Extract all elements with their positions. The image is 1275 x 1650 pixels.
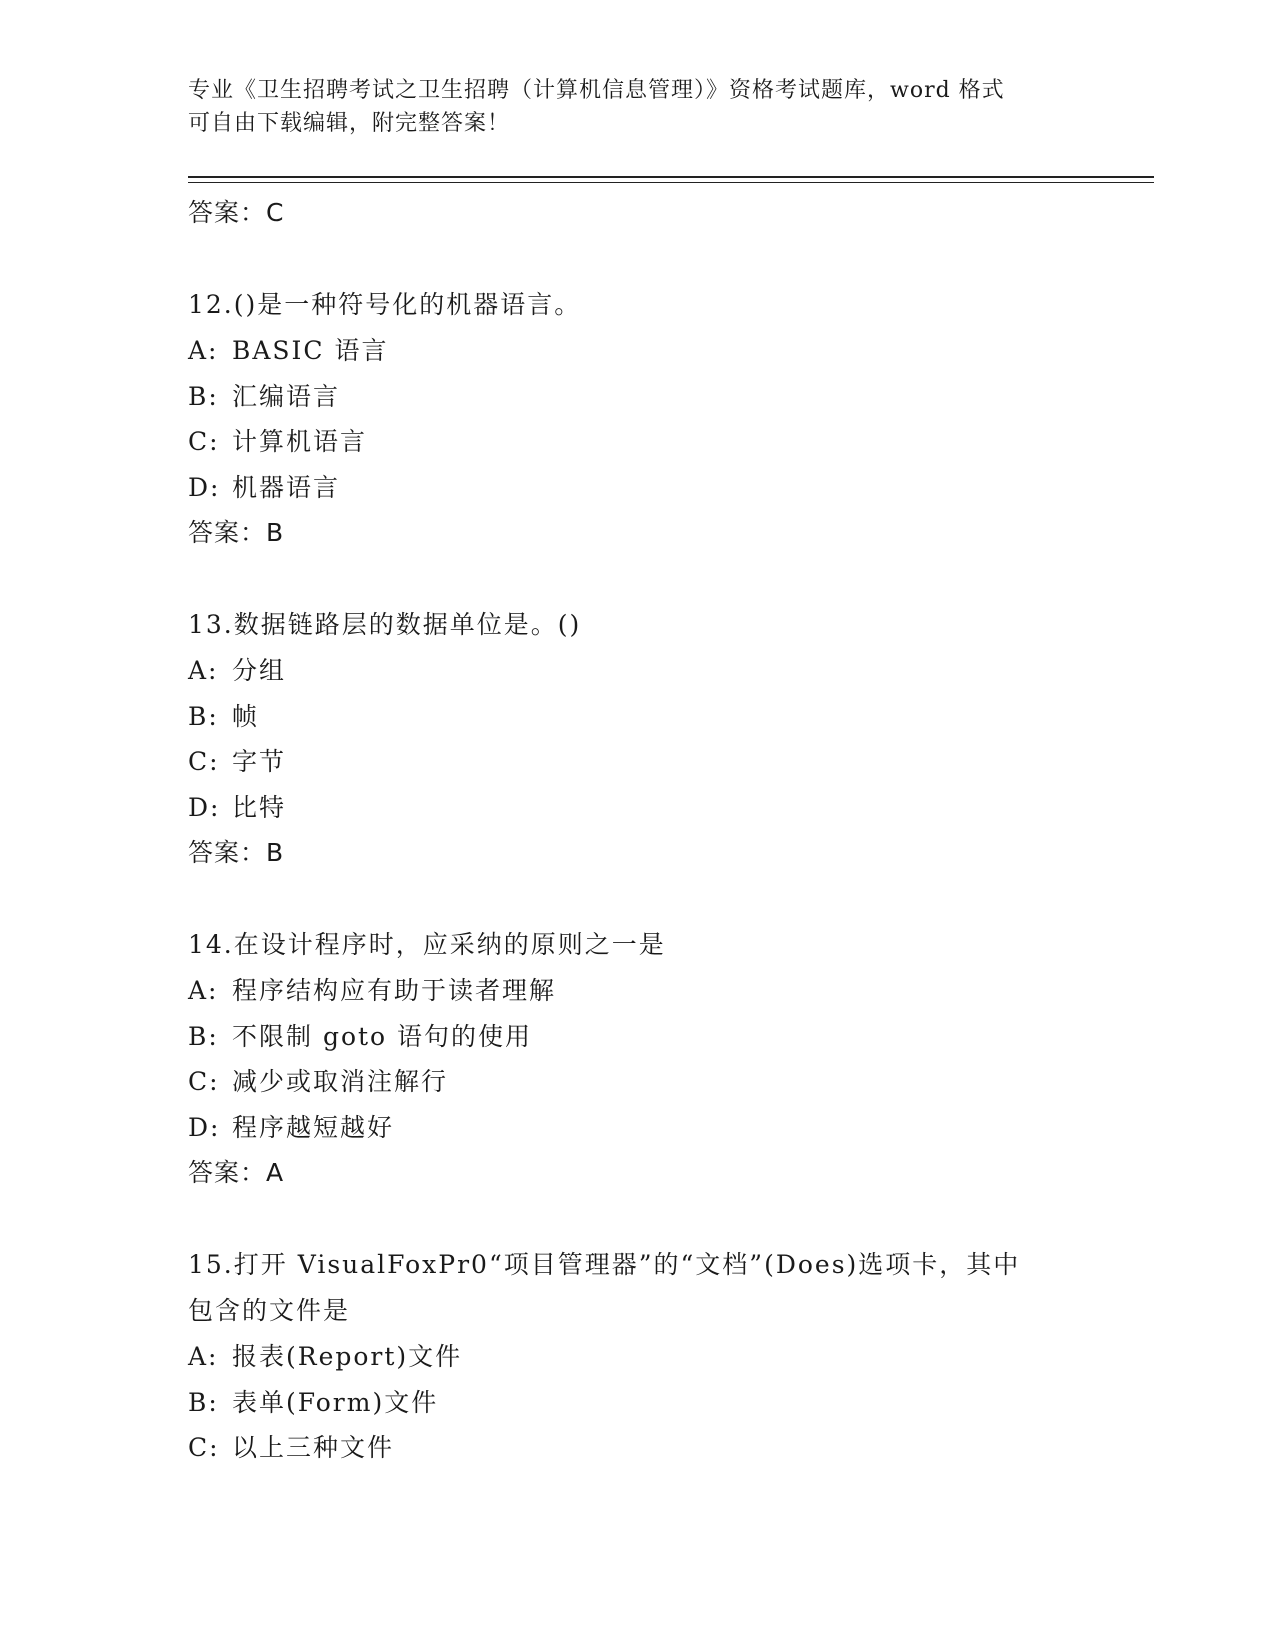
header-divider-thin: [188, 182, 1154, 183]
option-d: [188, 465, 1108, 511]
question-answer: 答案：A: [188, 1158, 285, 1187]
question-stem: 14.在设计程序时，应采纳的原则之一是: [188, 930, 666, 959]
header-line-1: 专业《卫生招聘考试之卫生招聘（计算机信息管理）》资格考试题库，word 格式: [188, 78, 1005, 103]
option-text: 报表(Report)文件: [232, 1342, 463, 1371]
option-key: B:: [188, 1021, 219, 1051]
option-c: [188, 1059, 1108, 1105]
option-key: A:: [188, 1342, 219, 1371]
question-answer: 答案：B: [188, 518, 285, 547]
question-12: [188, 282, 1108, 556]
option-b: [188, 694, 1108, 740]
option-c: [188, 739, 1108, 785]
option-c: [188, 419, 1108, 465]
option-key: B:: [188, 381, 219, 411]
option-text: 汇编语言: [232, 381, 341, 411]
question-15: [188, 1242, 1108, 1471]
option-text: 计算机语言: [232, 427, 368, 456]
option-d: [188, 785, 1108, 831]
option-text: 帧: [232, 701, 260, 731]
header-divider-thick: [188, 176, 1154, 178]
option-key: D:: [188, 792, 221, 822]
option-key: D:: [188, 472, 221, 502]
option-key: C:: [188, 1067, 220, 1096]
previous-answer: 答案：C: [188, 198, 285, 227]
option-key: A:: [188, 656, 219, 685]
option-key: B:: [188, 1387, 219, 1417]
question-stem: 12.()是一种符号化的机器语言。: [188, 290, 582, 319]
option-key: D:: [188, 1112, 221, 1142]
option-key: C:: [188, 427, 220, 456]
question-stem-line-2: 包含的文件是: [188, 1296, 351, 1325]
question-stem: 13.数据链路层的数据单位是。(): [188, 610, 582, 639]
option-text: 程序结构应有助于读者理解: [232, 976, 557, 1005]
option-key: B:: [188, 701, 219, 731]
option-key: C:: [188, 1433, 220, 1462]
question-13: [188, 602, 1108, 876]
option-text: 分组: [232, 656, 287, 685]
option-text: 以上三种文件: [232, 1433, 395, 1462]
option-text: 表单(Form)文件: [232, 1387, 439, 1417]
question-answer: 答案：B: [188, 838, 285, 867]
question-list: [188, 190, 1108, 1471]
option-text: 机器语言: [232, 472, 341, 502]
option-text: 程序越短越好: [232, 1112, 395, 1142]
option-d: [188, 1105, 1108, 1151]
option-a: [188, 1334, 1108, 1380]
option-text: 字节: [232, 747, 287, 776]
option-key: C:: [188, 747, 220, 776]
option-text: 不限制 goto 语句的使用: [232, 1021, 533, 1051]
option-b: [188, 374, 1108, 420]
option-a: [188, 968, 1108, 1014]
header-line-2: 可自由下载编辑，附完整答案！: [188, 111, 511, 136]
option-key: A:: [188, 976, 219, 1005]
option-a: [188, 648, 1108, 694]
option-b: [188, 1014, 1108, 1060]
option-text: 减少或取消注解行: [232, 1067, 449, 1096]
document-header: [188, 74, 1088, 140]
option-key: A:: [188, 336, 219, 365]
question-stem-line-1: 15.打开 VisualFoxPr0“项目管理器”的“文档”(Does)选项卡，其中: [188, 1250, 1021, 1279]
option-b: [188, 1380, 1108, 1426]
option-c: [188, 1425, 1108, 1471]
option-text: 比特: [232, 792, 287, 822]
option-a: [188, 328, 1108, 374]
question-14: [188, 922, 1108, 1196]
option-text: BASIC 语言: [232, 336, 389, 365]
